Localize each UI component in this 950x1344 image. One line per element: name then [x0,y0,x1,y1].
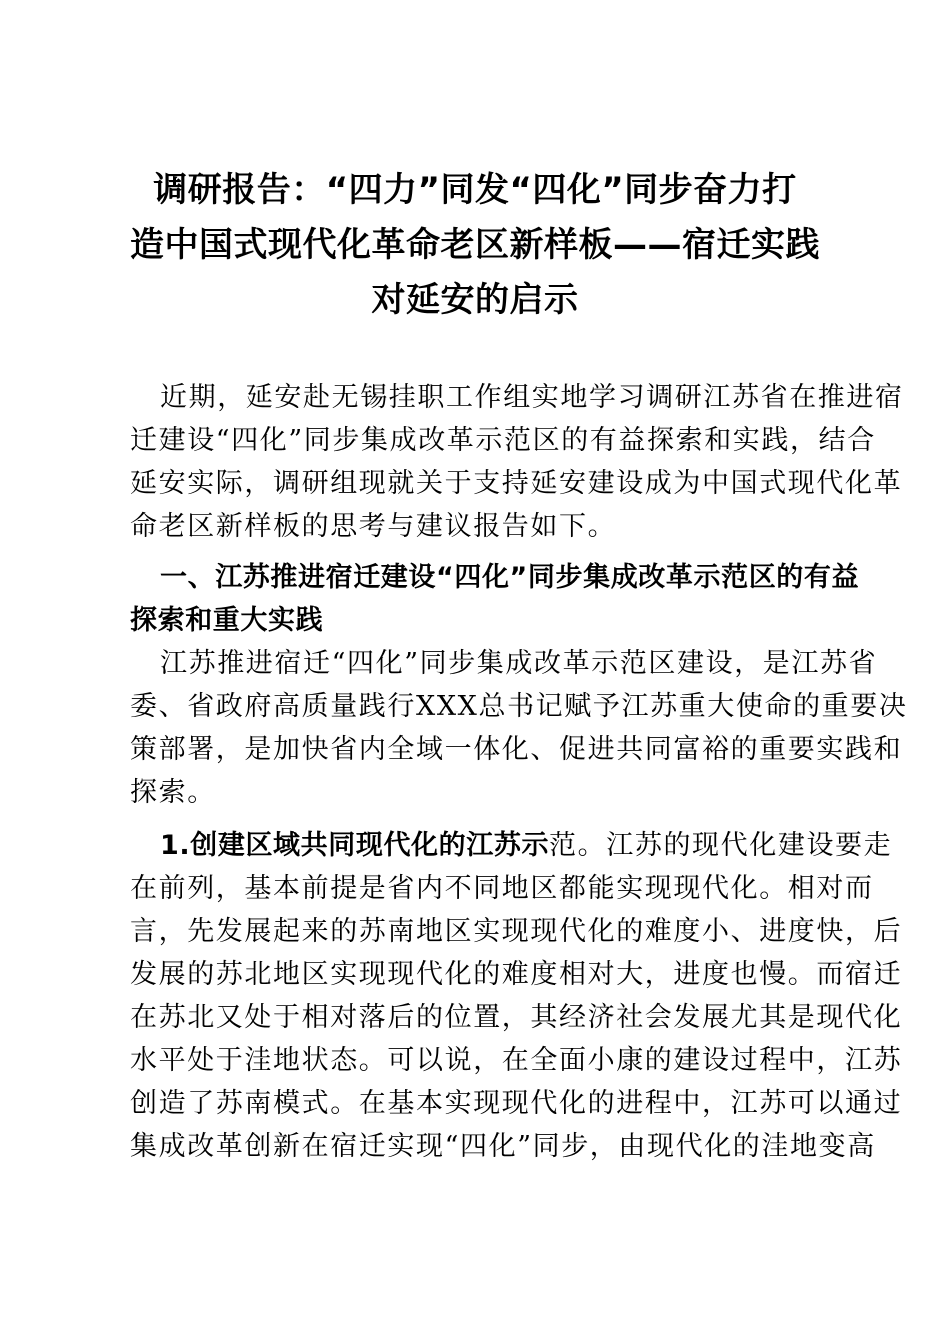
section-paragraph-line: 委、省政府高质量践行XXX总书记赋予江苏重大使命的重要决 [130,691,908,722]
item1-paragraph-line: 创造了苏南模式。在基本实现现代化的进程中，江苏可以通过 [130,1088,903,1119]
item1-paragraph-line: 水平处于洼地状态。可以说，在全面小康的建设过程中，江苏 [130,1045,903,1076]
item1-paragraph-line: 集成改革创新在宿迁实现“四化”同步，由现代化的洼地变高 [130,1131,876,1162]
item1-paragraph-line: 言，先发展起来的苏南地区实现现代化的难度小、进度快，后 [130,916,903,947]
item1-bold-lead: 1.创建区域共同现代化的江苏示 [160,830,550,861]
document-title-line: 调研报告：“四力”同发“四化”同步奋力打 [153,170,797,210]
intro-paragraph-line: 迁建设“四化”同步集成改革示范区的有益探索和实践，结合 [130,425,876,456]
item1-first-line [160,829,893,863]
item1-paragraph-line: 在前列，基本前提是省内不同地区都能实现现代化。相对而 [130,873,874,904]
section-paragraph-line: 江苏推进宿迁“四化”同步集成改革示范区建设，是江苏省 [160,648,878,679]
section-heading-line: 一、江苏推进宿迁建设“四化”同步集成改革示范区的有益 [160,562,860,593]
intro-paragraph-line: 延安实际，调研组现就关于支持延安建设成为中国式现代化革 [130,468,903,499]
document-title-line: 对延安的启示 [371,280,579,320]
item1-paragraph-line: 发展的苏北地区实现现代化的难度相对大，进度也慢。而宿迁 [130,959,903,990]
intro-paragraph-line: 命老区新样板的思考与建议报告如下。 [130,511,617,542]
intro-paragraph-line: 近期，延安赴无锡挂职工作组实地学习调研江苏省在推进宿 [160,382,904,413]
section-heading-line: 探索和重大实践 [130,605,324,636]
section-paragraph-line: 策部署，是加快省内全域一体化、促进共同富裕的重要实践和 [130,734,903,765]
document-title-line: 造中国式现代化革命老区新样板——宿迁实践 [130,225,820,265]
item1-paragraph-line: 在苏北又处于相对落后的位置，其经济社会发展尤其是现代化 [130,1002,903,1033]
section-paragraph-line: 探索。 [130,777,216,808]
item1-first-line-rest: 范。江苏的现代化建设要走 [549,830,893,861]
